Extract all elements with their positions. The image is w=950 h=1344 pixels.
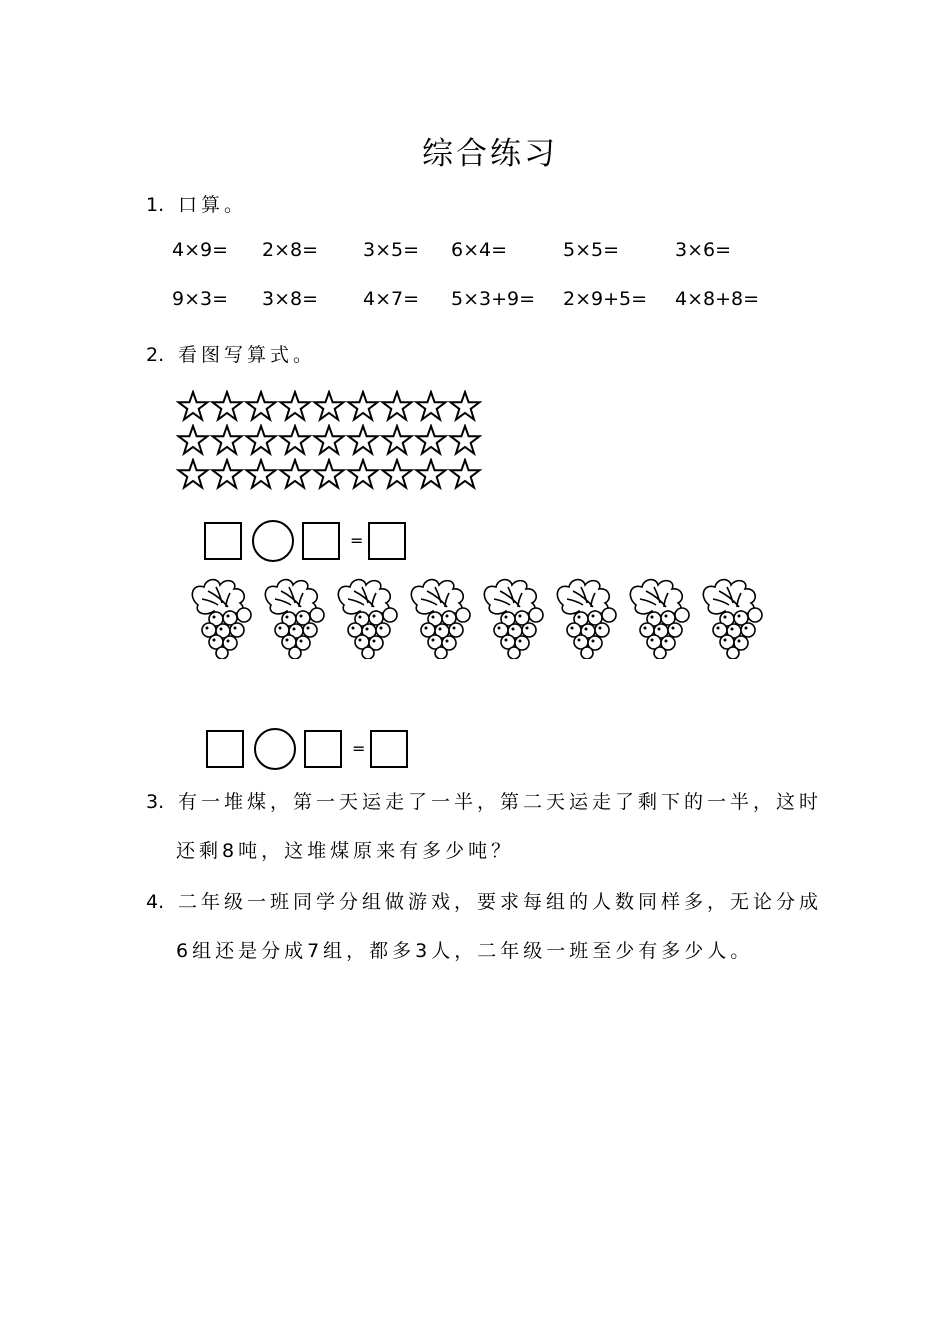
question-3-line-2: 还剩8吨，这堆煤原来有多少吨？	[176, 840, 515, 862]
star-outline-icon	[278, 458, 312, 492]
calc-item: 3×5=	[363, 239, 420, 261]
equals-sign: =	[352, 739, 366, 758]
question-4-line-1	[146, 887, 822, 914]
star-outline-icon	[414, 424, 448, 458]
calc-item: 4×9=	[172, 239, 229, 261]
star-outline-icon	[210, 458, 244, 492]
star-outline-icon	[448, 424, 482, 458]
star-outline-icon	[244, 458, 278, 492]
star-outline-icon	[176, 458, 210, 492]
operator-circle[interactable]	[254, 728, 296, 770]
answer-box[interactable]	[370, 730, 408, 768]
calc-item: 2×9+5=	[563, 288, 648, 310]
star-outline-icon	[380, 424, 414, 458]
calc-item: 2×8=	[262, 239, 319, 261]
grape-row	[186, 575, 770, 659]
star-outline-icon	[278, 390, 312, 424]
calc-item: 5×3+9=	[451, 288, 536, 310]
calc-item: 4×8+8=	[675, 288, 760, 310]
calc-item: 3×6=	[675, 239, 732, 261]
question-number: 2.	[146, 344, 165, 366]
star-outline-icon	[448, 390, 482, 424]
grape-bunch-icon	[551, 575, 624, 659]
star-outline-icon	[312, 458, 346, 492]
grape-bunch-icon	[259, 575, 332, 659]
question-3-line-1	[146, 787, 822, 814]
grape-bunch-icon	[186, 575, 259, 659]
grape-bunch-icon	[697, 575, 770, 659]
question-text: 看图写算式。	[178, 344, 317, 366]
grape-bunch-icon	[478, 575, 551, 659]
question-text: 有一堆煤，第一天运走了一半，第二天运走了剩下的一半，这时	[178, 791, 823, 813]
calc-item: 5×5=	[563, 239, 620, 261]
star-outline-icon	[278, 424, 312, 458]
question-4-line-2: 6组还是分成7组，都多3人，二年级一班至少有多少人。	[176, 940, 754, 962]
calc-item: 4×7=	[363, 288, 420, 310]
star-outline-icon	[210, 424, 244, 458]
star-outline-icon	[346, 458, 380, 492]
question-text: 口算。	[178, 194, 248, 216]
calc-item: 6×4=	[451, 239, 508, 261]
star-outline-icon	[448, 458, 482, 492]
grape-bunch-icon	[624, 575, 697, 659]
star-grid	[176, 390, 482, 492]
calc-row-2	[0, 288, 950, 318]
operator-circle[interactable]	[252, 520, 294, 562]
equals-sign: =	[350, 531, 364, 550]
question-1-heading	[146, 190, 247, 217]
answer-box[interactable]	[304, 730, 342, 768]
answer-box[interactable]	[368, 522, 406, 560]
calc-row-1	[0, 239, 950, 269]
star-row	[176, 390, 482, 424]
question-number: 3.	[146, 791, 165, 813]
question-number: 4.	[146, 891, 165, 913]
question-number: 1.	[146, 194, 165, 216]
star-outline-icon	[312, 390, 346, 424]
answer-box[interactable]	[206, 730, 244, 768]
grape-bunch-icon	[405, 575, 478, 659]
question-2-heading	[146, 340, 316, 367]
calc-item: 9×3=	[172, 288, 229, 310]
calc-item: 3×8=	[262, 288, 319, 310]
answer-box[interactable]	[302, 522, 340, 560]
grape-bunch-icon	[332, 575, 405, 659]
star-row	[176, 424, 482, 458]
star-outline-icon	[312, 424, 346, 458]
star-outline-icon	[380, 390, 414, 424]
question-text: 二年级一班同学分组做游戏，要求每组的人数同样多，无论分成	[178, 891, 823, 913]
star-outline-icon	[176, 390, 210, 424]
star-outline-icon	[244, 390, 278, 424]
star-row	[176, 458, 482, 492]
page-title: 综合练习	[422, 136, 558, 172]
star-outline-icon	[414, 390, 448, 424]
star-outline-icon	[210, 390, 244, 424]
star-outline-icon	[380, 458, 414, 492]
star-outline-icon	[346, 390, 380, 424]
star-outline-icon	[176, 424, 210, 458]
star-outline-icon	[414, 458, 448, 492]
star-outline-icon	[346, 424, 380, 458]
star-outline-icon	[244, 424, 278, 458]
answer-box[interactable]	[204, 522, 242, 560]
